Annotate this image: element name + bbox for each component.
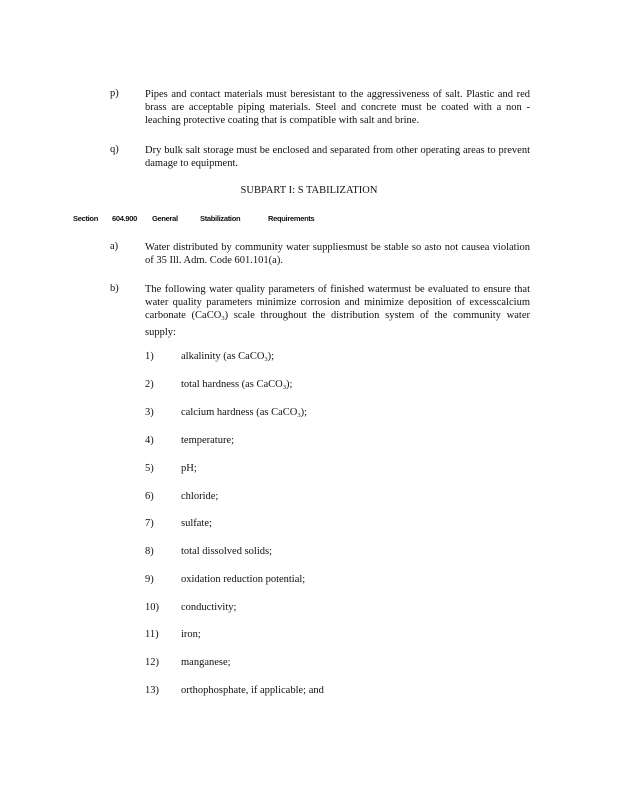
item-label-p: p) xyxy=(110,88,119,99)
item-label-q: q) xyxy=(110,144,119,155)
list-number: 12) xyxy=(145,657,159,668)
list-number: 3) xyxy=(145,407,154,418)
list-number: 13) xyxy=(145,685,159,696)
list-number: 11) xyxy=(145,629,159,640)
list-number: 10) xyxy=(145,602,159,613)
list-item: sulfate; xyxy=(181,518,212,529)
item-text-b-sub: 3 xyxy=(221,315,225,323)
section-title-stabilization: Stabilization xyxy=(200,214,241,223)
section-title-requirements: Requirements xyxy=(268,214,315,223)
list-item: total hardness (as CaCO$_3$); xyxy=(181,379,293,391)
list-number: 9) xyxy=(145,574,154,585)
item-text-b xyxy=(145,283,530,339)
section-title-general: General xyxy=(152,214,178,223)
item-text-b-after: ) scale throughout the distribution system of the community water supply: xyxy=(145,310,530,338)
list-item: alkalinity (as CaCO$_3$); xyxy=(181,351,275,363)
item-label-a: a) xyxy=(110,241,119,252)
list-number: 7) xyxy=(145,518,154,529)
item-text-a: Water distributed by community water suppliesmust be stable so asto not causea violation of 35 Ill. Adm. Code 601.101(a). xyxy=(145,242,530,267)
list-item: orthophosphate, if applicable; and xyxy=(181,685,324,696)
list-item: calcium hardness (as CaCO$_3$); xyxy=(181,407,308,419)
list-number: 4) xyxy=(145,435,154,446)
list-item: chloride; xyxy=(181,491,219,502)
item-label-b: b) xyxy=(110,283,119,294)
list-number: 8) xyxy=(145,546,154,557)
list-item: conductivity; xyxy=(181,602,237,613)
list-number: 1) xyxy=(145,351,154,362)
list-item: temperature; xyxy=(181,435,235,446)
item-text-q: Dry bulk salt storage must be enclosed and separated from other operating areas to prevent damage to equipment. xyxy=(145,145,530,170)
list-item: pH; xyxy=(181,463,197,474)
subpart-heading: SUBPART I: S TABILIZATION xyxy=(240,185,378,196)
list-item: iron; xyxy=(181,629,201,640)
list-number: 5) xyxy=(145,463,154,474)
list-item: total dissolved solids; xyxy=(181,546,273,557)
item-text-p: Pipes and contact materials must beresistant to the aggressiveness of salt. Plastic and red brass are acceptable piping materials. Steel and concrete must be coated with a non -leaching protective coating that is compatible with salt and brine. xyxy=(145,89,530,127)
section-number: 604.900 xyxy=(112,214,138,223)
item-text-b-before: The following water quality parameters of finished watermust be evaluated to ensure that water quality parameters minimize corrosion and minimize deposition of excesscalcium carbonate (CaCO xyxy=(145,284,530,322)
list-number: 2) xyxy=(145,379,154,390)
section-word: Section xyxy=(73,214,98,223)
list-number: 6) xyxy=(145,491,154,502)
list-item: manganese; xyxy=(181,657,231,668)
list-item: oxidation reduction potential; xyxy=(181,574,306,585)
